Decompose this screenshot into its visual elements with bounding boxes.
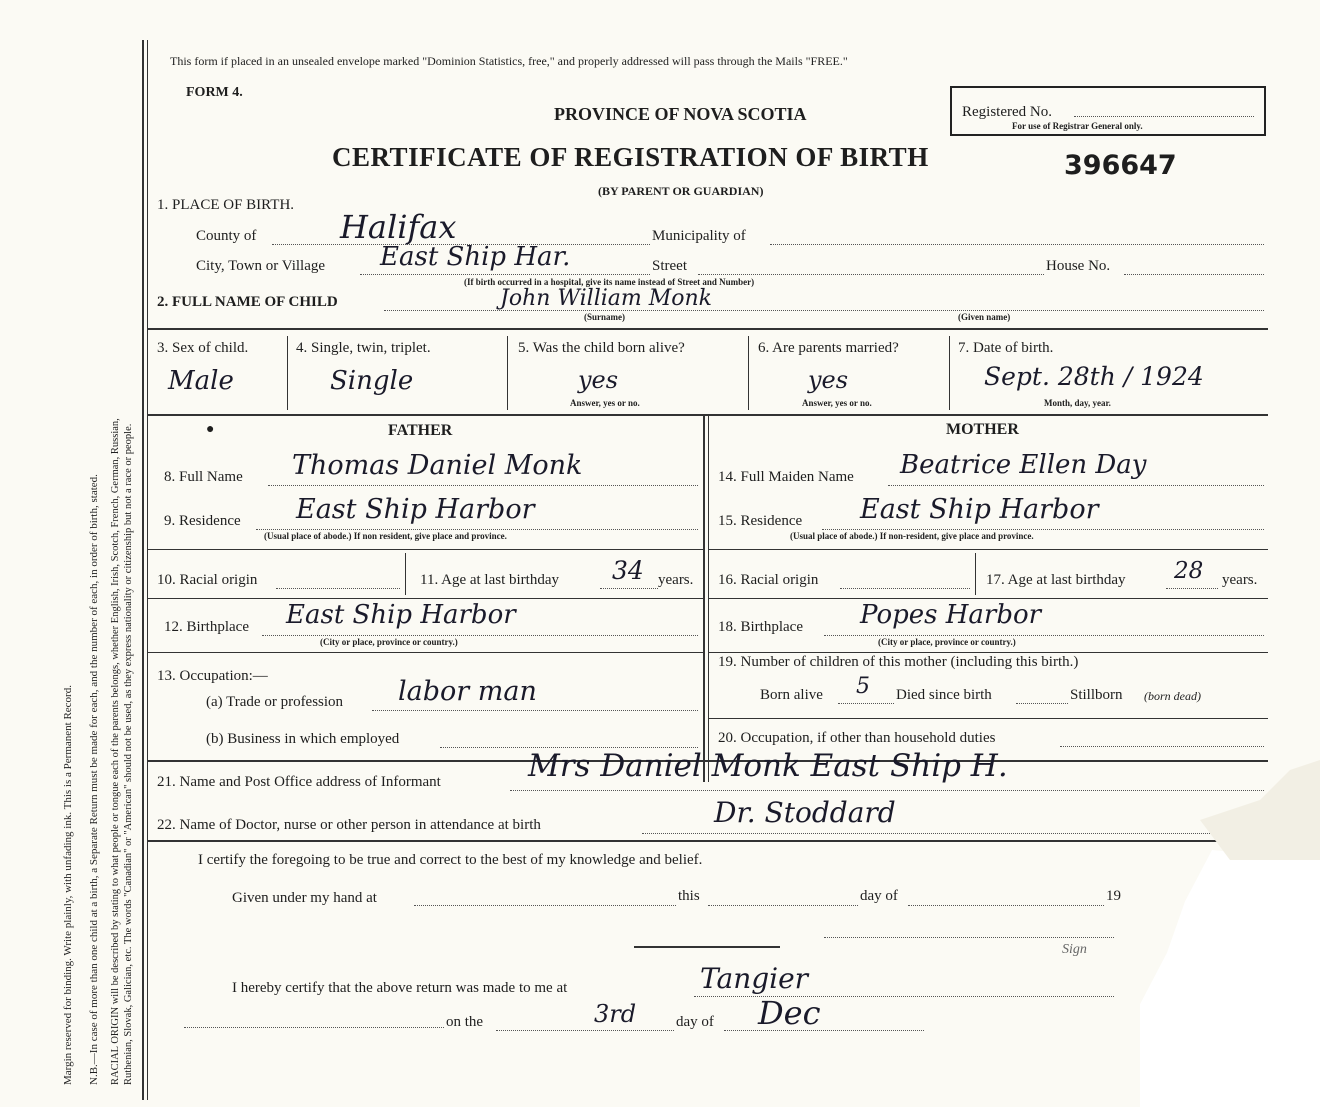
registered-line — [1074, 116, 1254, 117]
father-racial-line — [276, 588, 400, 589]
died-since-birth-line — [1016, 703, 1068, 704]
mother-name-line — [888, 485, 1264, 486]
mother-age-line — [1166, 588, 1218, 589]
born-alive-label: 5. Was the child born alive? — [518, 340, 685, 356]
certificate-title: CERTIFICATE OF REGISTRATION OF BIRTH — [332, 142, 929, 172]
mother-heading: MOTHER — [946, 421, 1019, 438]
municipality-label: Municipality of — [652, 228, 746, 244]
city-line — [360, 274, 650, 275]
alive-answer-note: Answer, yes or no. — [570, 398, 640, 408]
street-line — [698, 274, 1044, 275]
dob-note: Month, day, year. — [1044, 398, 1111, 408]
province-title: PROVINCE OF NOVA SCOTIA — [554, 104, 807, 124]
informant-value: Mrs Daniel Monk East Ship H. — [528, 748, 1008, 784]
rule-m-children — [709, 652, 1268, 653]
city-label: City, Town or Village — [196, 258, 326, 274]
mother-occupation-label: 20. Occupation, if other than household duties — [718, 730, 996, 746]
sex-label: 3. Sex of child. — [157, 340, 249, 356]
father-age-value: 34 — [612, 556, 644, 585]
married-label: 6. Are parents married? — [758, 340, 899, 356]
rule-f-occupation — [148, 652, 703, 653]
rule-top-row3 — [148, 328, 1268, 330]
day-of-line — [908, 905, 1104, 906]
father-birthplace-note: (City or place, province or country.) — [320, 637, 458, 647]
informant-label: 21. Name and Post Office address of Informant — [157, 774, 441, 790]
father-residence-label: 9. Residence — [164, 513, 241, 529]
registrar-place-value: Tangier — [700, 962, 809, 995]
day-of2-line — [724, 1030, 924, 1031]
father-heading: FATHER — [388, 422, 453, 439]
margin-rule — [142, 40, 144, 1100]
stillborn-label: Stillborn — [1070, 687, 1123, 703]
certificate-subtitle: (BY PARENT OR GUARDIAN) — [598, 184, 764, 198]
place-of-birth-heading: 1. PLACE OF BIRTH. — [157, 197, 295, 213]
child-name-value: John William Monk — [500, 286, 713, 311]
center-separator — [634, 946, 780, 948]
mother-racial-line — [840, 588, 970, 589]
day-of2-label: day of — [676, 1014, 714, 1030]
given-place-line — [414, 905, 676, 906]
torn-corner — [1140, 850, 1320, 1107]
father-age-label: 11. Age at last birthday — [420, 572, 559, 588]
house-line — [1124, 274, 1264, 275]
form-number: FORM 4. — [186, 85, 243, 100]
mother-name-label: 14. Full Maiden Name — [718, 469, 854, 485]
on-the-prefix-line — [184, 1027, 444, 1028]
on-the-line — [496, 1030, 674, 1031]
this-label: this — [678, 888, 700, 904]
mother-birthplace-label: 18. Birthplace — [718, 619, 803, 635]
doctor-line — [642, 833, 1264, 834]
bullet-mark: ● — [206, 422, 215, 437]
mother-birthplace-value: Popes Harbor — [860, 600, 1042, 630]
house-label: House No. — [1046, 258, 1111, 274]
father-years-label: years. — [658, 572, 694, 588]
postal-notice: This form if placed in an unsealed envelope marked "Dominion Statistics, free," and properly addressed will pass through the Mails "FREE." — [170, 54, 848, 68]
mother-occupation-line — [1060, 746, 1264, 747]
sex-value: Male — [168, 366, 234, 396]
rule-m-racial — [709, 549, 1268, 550]
margin-note-multiple-births: N.B.—In case of more than one child at a birth, a Separate Return must be made for each, and the number of each, in order of birth, stated. — [88, 474, 100, 1085]
mother-racial-label: 16. Racial origin — [718, 572, 819, 588]
rule-v2 — [507, 336, 508, 410]
stillborn-note: (born dead) — [1144, 689, 1201, 703]
year-prefix: 19 — [1106, 888, 1121, 904]
surname-note: (Surname) — [584, 312, 625, 322]
day-of-label: day of — [860, 888, 898, 904]
married-value: yes — [808, 366, 849, 394]
father-birthplace-label: 12. Birthplace — [164, 619, 249, 635]
father-birthplace-value: East Ship Harbor — [286, 600, 516, 630]
father-residence-line — [256, 529, 698, 530]
mother-age-value: 28 — [1174, 558, 1204, 584]
mother-residence-value: East Ship Harbor — [860, 494, 1099, 525]
mother-residence-label: 15. Residence — [718, 513, 803, 529]
registered-box — [950, 86, 1266, 136]
rule-f-birthplace — [148, 598, 703, 599]
married-answer-note: Answer, yes or no. — [802, 398, 872, 408]
trade-value: labor man — [398, 676, 537, 707]
mother-years-label: years. — [1222, 572, 1258, 588]
father-name-value: Thomas Daniel Monk — [292, 450, 583, 481]
signature-line — [824, 937, 1114, 938]
mother-birthplace-note: (City or place, province or country.) — [878, 637, 1016, 647]
rule-m-birthplace — [709, 598, 1268, 599]
born-alive-value: yes — [578, 366, 619, 394]
father-residence-value: East Ship Harbor — [296, 494, 535, 525]
trade-line — [372, 710, 698, 711]
trade-label: (a) Trade or profession — [206, 694, 344, 710]
plurality-label: 4. Single, twin, triplet. — [296, 340, 431, 356]
signature-label: Sign — [1062, 942, 1087, 957]
street-label: Street — [652, 258, 687, 274]
on-the-label: on the — [446, 1014, 484, 1030]
doctor-label: 22. Name of Doctor, nurse or other person in attendance at birth — [157, 817, 541, 833]
mother-age-label: 17. Age at last birthday — [986, 572, 1126, 588]
registrar-statement: I hereby certify that the above return was made to me at — [232, 980, 568, 996]
given-name-note: (Given name) — [958, 312, 1011, 322]
father-residence-note: (Usual place of abode.) If non resident, give place and province. — [264, 531, 507, 541]
born-alive-count-label: Born alive — [760, 687, 823, 703]
dob-value: Sept. 28th / 1924 — [984, 362, 1204, 391]
given-under-label: Given under my hand at — [232, 890, 377, 906]
municipality-line — [770, 244, 1264, 245]
margin-note-binding: Margin reserved for binding. Write plainly, with unfading ink. This is a Permanent Record. — [62, 685, 74, 1085]
margin-rule-inner — [147, 40, 148, 1100]
child-name-label: 2. FULL NAME OF CHILD — [157, 294, 338, 310]
father-racial-label: 10. Racial origin — [157, 572, 258, 588]
rule-m-racial-v — [975, 553, 976, 595]
county-value: Halifax — [340, 208, 457, 246]
mother-name-value: Beatrice Ellen Day — [900, 450, 1147, 480]
registered-note: For use of Registrar General only. — [1012, 121, 1143, 131]
certification-statement: I certify the foregoing to be true and correct to the best of my knowledge and belief. — [198, 852, 703, 868]
registered-label: Registered No. — [962, 104, 1052, 120]
informant-line — [510, 790, 1264, 791]
hospital-note: (If birth occurred in a hospital, give its name instead of Street and Number) — [464, 277, 755, 287]
rule-m-occupation — [709, 718, 1268, 719]
born-alive-count-line — [838, 703, 894, 704]
mother-residence-note: (Usual place of abode.) If non-resident, give place and province. — [790, 531, 1034, 541]
margin-note-racial-origin-cont: Ruthenian, Slovak, Galician, etc. The words "Canadian" or "American" should not be used, as they express nationality or citizenship but not a race or people. — [123, 423, 134, 1085]
rule-f-racial — [148, 549, 703, 550]
on-the-value: 3rd — [594, 1000, 637, 1028]
city-value: East Ship Har. — [380, 242, 571, 272]
rule-certification — [148, 840, 1268, 842]
registration-number: 396647 — [1064, 150, 1177, 181]
rule-f-racial-v — [405, 553, 406, 595]
mother-residence-line — [822, 529, 1264, 530]
dob-label: 7. Date of birth. — [958, 340, 1054, 356]
registrar-place-line — [694, 996, 1114, 997]
margin-note-racial-origin: RACIAL ORIGIN will be described by stating to what people or tongue each of the parents belongs, whether English, Irish, Scotch, French, German, Russian, — [110, 418, 121, 1085]
county-label: County of — [196, 228, 257, 244]
rule-v3 — [748, 336, 749, 410]
mother-birthplace-line — [824, 635, 1264, 636]
father-occupation-label: 13. Occupation:— — [157, 668, 268, 684]
father-name-label: 8. Full Name — [164, 469, 243, 485]
parents-divider — [703, 414, 705, 782]
doctor-value: Dr. Stoddard — [714, 796, 896, 829]
father-age-line — [600, 588, 658, 589]
born-alive-count-value: 5 — [856, 674, 870, 699]
month-value: Dec — [758, 994, 821, 1032]
torn-edge — [1170, 760, 1320, 860]
this-line — [708, 905, 858, 906]
plurality-value: Single — [330, 366, 414, 396]
rule-v4 — [949, 336, 950, 410]
rule-v1 — [287, 336, 288, 410]
father-birthplace-line — [262, 635, 698, 636]
children-count-label: 19. Number of children of this mother (including this birth.) — [718, 654, 1079, 670]
business-label: (b) Business in which employed — [206, 731, 400, 747]
father-name-line — [268, 485, 698, 486]
died-since-birth-label: Died since birth — [896, 687, 992, 703]
